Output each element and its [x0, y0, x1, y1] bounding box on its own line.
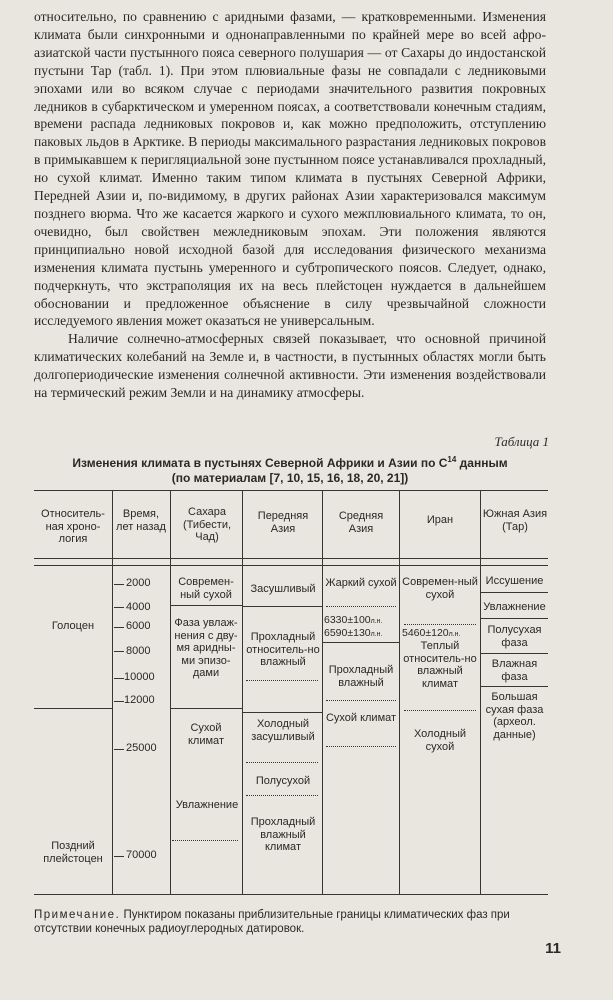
table-title-line2: (по материалам [7, 10, 15, 16, 18, 20, 21]): [171, 471, 409, 485]
central-asia-approx-boundary: [326, 746, 396, 747]
table-title-line1: Изменения климата в пустынях Северной Африки и Азии по C: [72, 456, 448, 470]
col-divider: [322, 490, 323, 894]
south-asia-wet-phase: Влажная фаза: [491, 658, 538, 683]
near-asia-cold-arid: Холодный засушливый: [251, 718, 315, 743]
south-asia-divider: [480, 592, 548, 593]
iran-date-unit: л.н.: [448, 631, 461, 638]
table-label: Таблица 1: [494, 434, 549, 449]
central-asia-date-2: [324, 627, 382, 642]
south-asia-moistening: Увлажнение: [483, 601, 546, 613]
sahara-moistening: Увлажнение: [175, 799, 239, 811]
sahara-modern-dry: Современ-ный сухой: [178, 576, 234, 601]
iran-cold-dry: Холодный сухой: [413, 728, 467, 753]
sahara-wet-phase: Фаза увлаж-нения с дву-мя аридны-ми эпизо-дами: [174, 617, 238, 679]
central-asia-hot-dry: Жаркий сухой: [325, 577, 397, 589]
central-asia-date-1-value: 6330±100: [324, 614, 371, 626]
iran-modern-dry: Современ-ный сухой: [402, 576, 478, 601]
time-25000: 25000: [126, 742, 157, 754]
near-asia-divider: [242, 606, 322, 607]
time-2000: 2000: [126, 577, 151, 589]
time-tick: [114, 651, 124, 652]
header-sahara: Сахара (Тибести, Чад): [182, 506, 232, 543]
iran-date-value: 5460±120: [402, 627, 449, 639]
sahara-divider: [170, 605, 242, 606]
iran-approx-boundary: [404, 624, 476, 625]
table-bottom-rule: [34, 894, 548, 895]
note-text: Пунктиром показаны приблизительные границы климатических фаз при отсутствии конечных радиоуглеродных датировок.: [34, 909, 510, 935]
sahara-divider: [170, 708, 242, 709]
time-10000: 10000: [124, 671, 155, 683]
page-number: 11: [545, 940, 561, 957]
south-asia-divider: [480, 653, 548, 654]
central-asia-dry-climate: Сухой климат: [325, 712, 397, 724]
header-iran: Иран: [426, 514, 454, 526]
central-asia-approx-boundary: [326, 700, 396, 701]
central-asia-divider: [322, 642, 399, 643]
col-divider: [112, 490, 113, 894]
south-asia-divider: [480, 618, 548, 619]
paragraph-2: Наличие солнечно-атмосферных связей показывает, что основной причиной климатических колебаний на Земле и, в частности, в пустынных областях могли быть долгопериодические изменения солнечной активности. Эти изменения воздействовали на термический режим Земли и на динамику атмосферы.: [34, 331, 546, 401]
time-tick: [114, 678, 124, 679]
near-asia-approx-boundary: [246, 680, 318, 681]
central-asia-date-2-unit: л.н.: [370, 631, 383, 638]
central-asia-date-2-value: 6590±130: [324, 627, 371, 639]
table-title-sup: 14: [447, 455, 457, 464]
sahara-approx-boundary: [172, 840, 238, 841]
table-title-line1-end: данным: [456, 456, 508, 470]
time-12000: 12000: [124, 694, 155, 706]
climate-table: [34, 490, 548, 896]
body-text: [34, 8, 546, 402]
iran-warm-wet-climate: Теплый относитель-но влажный климат: [403, 640, 477, 690]
time-8000: 8000: [126, 645, 151, 657]
central-asia-approx-boundary: [326, 606, 396, 607]
time-tick: [114, 607, 124, 608]
table-note: [34, 908, 554, 936]
near-asia-arid: Засушливый: [250, 583, 316, 595]
iran-approx-boundary: [404, 710, 476, 711]
central-asia-date-1-unit: л.н.: [370, 618, 383, 625]
south-asia-semi-dry-phase: Полусухая фаза: [487, 624, 542, 649]
central-asia-cool-wet: Прохладный влажный: [328, 664, 394, 689]
time-tick: [114, 701, 124, 702]
table-title: [34, 452, 546, 486]
near-asia-approx-boundary: [246, 762, 318, 763]
time-6000: 6000: [126, 620, 151, 632]
chronology-late-pleistocene: Поздний плейстоцен: [43, 840, 103, 865]
time-tick: [114, 749, 124, 750]
near-asia-semi-dry: Полусухой: [255, 775, 311, 787]
col-divider: [170, 490, 171, 894]
paragraph-1: относительно, по сравнению с аридными фазами, — кратковременными. Изменения климата были синхронными и однонаправленными по крайней мере во всей афро-азиатской части пустынного пояса северного полушария — от Сахары до индостанской пустыни Тар (табл. 1). При этом плювиальные фазы не совпадали с ледниковыми эпохами или во всяком случае с периодами значительного развития покровных ледников в субарктическом и умеренном поясах, а соответствовали конечным стадиям, времени распада ледниковых покровов и, как можно предположить, отступлению паковых льдов в Арктике. В периоды максимального разрастания ледниковых покровов в примыкавшем к перигляциальной зоне пустынном поясе устанавливался прохладный, но сухой климат. Именно таким типом климата в пустынях Северной Африки, Передней Азии и, по-видимому, в других районах Азии характеризовался максимум позднего вюрма. Что же касается жаркого и сухого межплювиального климата, то он, очевидно, был свойствен межледниковым эпохам. Эти положения являются принципиально новой исходной базой для исследования физического механизма изменения климата пустынь умеренного и субтропического поясов. Следует, однако, подчеркнуть, что экстраполяция их на весь плейстоцен нуждается в дальнейшем обосновании и предложенное объяснение в силу чрезвычайной сложности исследуемого явления может оказаться не универсальным.: [34, 9, 546, 329]
header-near-asia: Передняя Азия: [257, 510, 309, 535]
note-label: Примечание.: [34, 909, 121, 921]
south-asia-drying: Иссушение: [485, 575, 544, 587]
header-south-asia: Южная Азия (Тар): [482, 508, 548, 533]
near-asia-approx-boundary: [246, 795, 318, 796]
header-central-asia: Средняя Азия: [338, 510, 384, 535]
chronology-holocene: Голоцен: [51, 620, 95, 632]
south-asia-divider: [480, 686, 548, 687]
chronology-divider: [34, 708, 112, 709]
near-asia-divider: [242, 712, 322, 713]
col-divider: [242, 490, 243, 894]
time-4000: 4000: [126, 601, 151, 613]
col-divider: [399, 490, 400, 894]
time-70000: 70000: [126, 849, 157, 861]
header-time: Время, лет назад: [116, 508, 166, 533]
near-asia-cool-wet-climate: Прохладный влажный климат: [250, 816, 316, 853]
time-tick: [114, 584, 124, 585]
header-chronology: Относитель-ная хроно-логия: [41, 508, 105, 545]
near-asia-cool-moderate-wet: Прохладный относитель-но влажный: [246, 631, 320, 668]
time-tick: [114, 856, 124, 857]
south-asia-large-dry-phase: Большая сухая фаза (археол. данные): [485, 691, 544, 741]
sahara-dry-climate: Сухой климат: [188, 722, 224, 747]
time-tick: [114, 627, 124, 628]
